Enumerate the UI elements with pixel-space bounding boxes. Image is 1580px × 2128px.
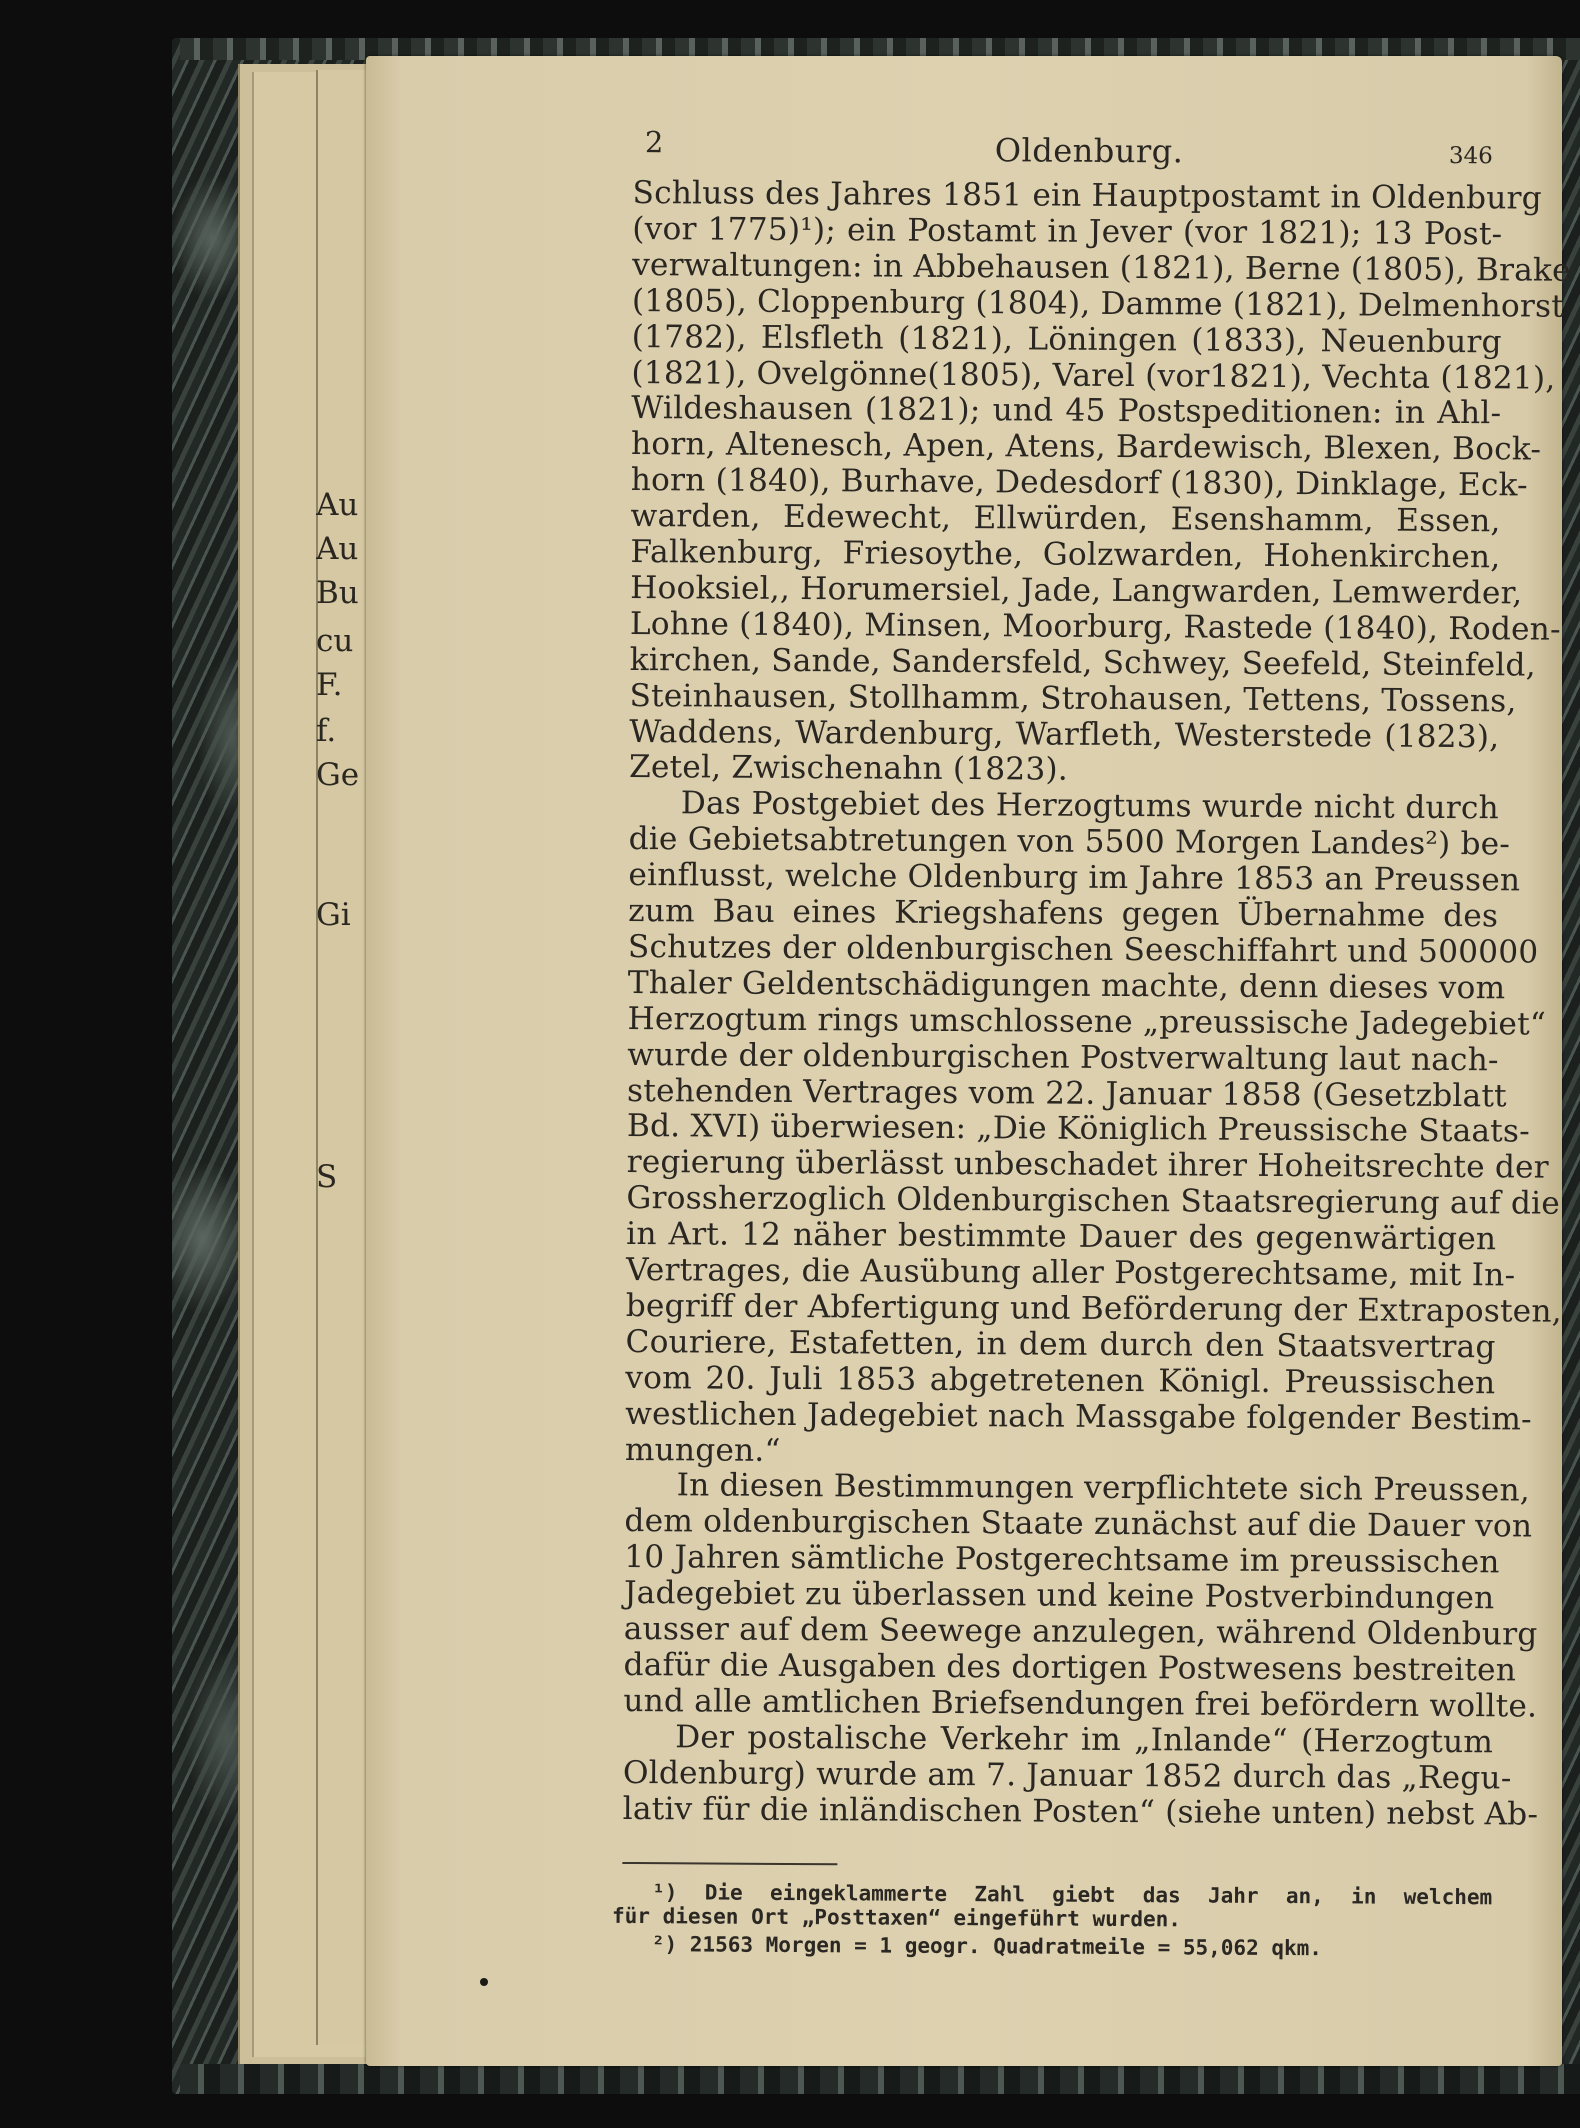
text-line: horn (1840), Burhave, Dedesdorf (1830), Dinklage, Eck- xyxy=(630,462,1528,504)
running-title: Oldenburg. xyxy=(994,131,1184,171)
text-line: Couriere, Estafetten, in dem durch den Staatsvertrag xyxy=(625,1323,1496,1366)
text-line: in Art. 12 näher bestimmte Dauer des gegenwärtigen xyxy=(626,1216,1497,1258)
folio-number: 2 xyxy=(644,125,664,160)
edge-letter: Bu xyxy=(316,575,359,611)
text-line: Schluss des Jahres 1851 ein Hauptpostamt in Oldenburg xyxy=(632,174,1542,217)
text-line: (1782), Elsfleth (1821), Löningen (1833), Neuenburg xyxy=(631,318,1502,360)
edge-letter: cu xyxy=(316,623,354,659)
running-header xyxy=(633,126,1503,171)
text-line: Herzogtum rings umschlossene „preussische Jadegebiet“ xyxy=(627,1000,1547,1043)
text-line: horn, Altenesch, Apen, Atens, Bardewisch, Blexen, Bock- xyxy=(630,426,1542,468)
text-line: wurde der oldenburgischen Postverwaltung laut nach- xyxy=(627,1036,1499,1078)
text-line: (1805), Cloppenburg (1804), Damme (1821), Delmenhorst xyxy=(631,282,1565,325)
text-line: ausser auf dem Seewege anzulegen, während Oldenburg xyxy=(623,1610,1538,1653)
text-line: mungen.“ xyxy=(624,1431,781,1469)
text-line: Der postalische Verkehr im „Inlande“ (Herzogtum xyxy=(675,1718,1494,1760)
text-line: Grossherzoglich Oldenburgischen Staatsregierung auf die xyxy=(626,1180,1561,1222)
text-line: Steinhausen, Stollhamm, Strohausen, Tettens, Tossens, xyxy=(629,677,1517,720)
text-line: dem oldenburgischen Staate zunächst auf die Dauer von xyxy=(624,1503,1533,1545)
text-line: Falkenburg, Friesoythe, Golzwarden, Hohenkirchen, xyxy=(630,533,1501,576)
cover-bottom-edge xyxy=(180,2064,1580,2094)
ink-dot xyxy=(480,1978,488,1986)
text-line: Schutzes der oldenburgischen Seeschiffahrt und 500000 xyxy=(627,928,1539,971)
edge-letter: F. xyxy=(316,667,343,703)
edge-letter: Ge xyxy=(316,757,360,793)
text-line: einflusst, welche Oldenburg im Jahre 1853 an Preussen xyxy=(628,857,1521,899)
text-line: vom 20. Juli 1853 abgetretenen Königl. Preussischen xyxy=(625,1359,1496,1401)
text-line: kirchen, Sande, Sandersfeld, Schwey, Seefeld, Steinfeld, xyxy=(629,641,1536,684)
edge-letter: Au xyxy=(316,531,359,567)
edge-letter: f. xyxy=(316,713,337,749)
text-line: 10 Jahren sämtliche Postgerechtsame im preussischen xyxy=(624,1539,1500,1581)
page-number: 346 xyxy=(1448,142,1493,170)
text-line: dafür die Ausgaben des dortigen Postwesens bestreiten xyxy=(623,1646,1517,1689)
text-line: regierung überlässt unbeschadet ihrer Hoheitsrechte der xyxy=(626,1144,1549,1186)
text-line: warden, Edewecht, Ellwürden, Esenshamm, Essen, xyxy=(630,498,1501,540)
text-line: zum Bau eines Kriegshafens gegen Übernahme des xyxy=(628,892,1499,935)
footnote-line: ¹) Die eingeklammerte Zahl giebt das Jahr an, in welchem xyxy=(652,1880,1493,1910)
previous-page-margin-text xyxy=(316,490,362,1210)
text-line: Zetel, Zwischenahn (1823). xyxy=(628,749,1069,789)
text-line: stehenden Vertrages vom 22. Januar 1858 (Gesetzblatt xyxy=(626,1072,1507,1114)
text-line: Waddens, Wardenburg, Warfleth, Westerstede (1823), xyxy=(629,713,1500,755)
edge-letter: Au xyxy=(316,490,359,523)
text-line: (1821), Ovelgönne(1805), Varel (vor1821), Vechta (1821), xyxy=(631,354,1556,397)
text-line: und alle amtlichen Briefsendungen frei befördern wollte. xyxy=(623,1682,1538,1725)
edge-letter: Gi xyxy=(316,897,351,933)
text-line: Vertrages, die Ausübung aller Postgerechtsame, mit In- xyxy=(625,1251,1516,1294)
text-line: In diesen Bestimmungen verpflichtete sich Preussen, xyxy=(676,1467,1531,1509)
text-line: Bd. XVI) überwiesen: „Die Königlich Preussische Staats- xyxy=(626,1108,1531,1150)
text-line: verwaltungen: in Abbehausen (1821), Berne (1805), Brake xyxy=(632,246,1571,289)
text-line: Thaler Geldentschädigungen machte, denn dieses vom xyxy=(627,964,1506,1007)
text-line: begriff der Abfertigung und Beförderung der Extraposten, xyxy=(625,1287,1562,1330)
text-line: Oldenburg) wurde am 7. Januar 1852 durch das „Regu- xyxy=(622,1754,1512,1796)
footnote-line: für diesen Ort „Posttaxen“ eingeführt wurden. xyxy=(611,1903,1182,1932)
text-line: Hooksiel,, Horumersiel, Jade, Langwarden, Lemwerder, xyxy=(630,569,1523,612)
text-line: lativ für die inländischen Posten“ (siehe unten) nebst Ab- xyxy=(622,1790,1539,1833)
footnote-line: ²) 21563 Morgen = 1 geogr. Quadratmeile = 55,062 qkm. xyxy=(651,1932,1323,1961)
text-line: westlichen Jadegebiet nach Massgabe folgender Bestim- xyxy=(625,1395,1532,1438)
text-line: Jadegebiet zu überlassen und keine Postverbindungen xyxy=(623,1575,1495,1617)
text-line: Wildeshausen (1821); und 45 Postspeditionen: in Ahl- xyxy=(631,390,1502,432)
edge-letter: S xyxy=(316,1159,338,1195)
text-line: Lohne (1840), Minsen, Moorburg, Rastede (1840), Roden- xyxy=(629,605,1561,648)
text-line: (vor 1775)¹); ein Postamt in Jever (vor 1821); 13 Post- xyxy=(632,210,1503,253)
text-line: Das Postgebiet des Herzogtums wurde nicht durch xyxy=(680,785,1499,827)
text-line: die Gebietsabtretungen von 5500 Morgen Landes²) be- xyxy=(628,821,1511,863)
